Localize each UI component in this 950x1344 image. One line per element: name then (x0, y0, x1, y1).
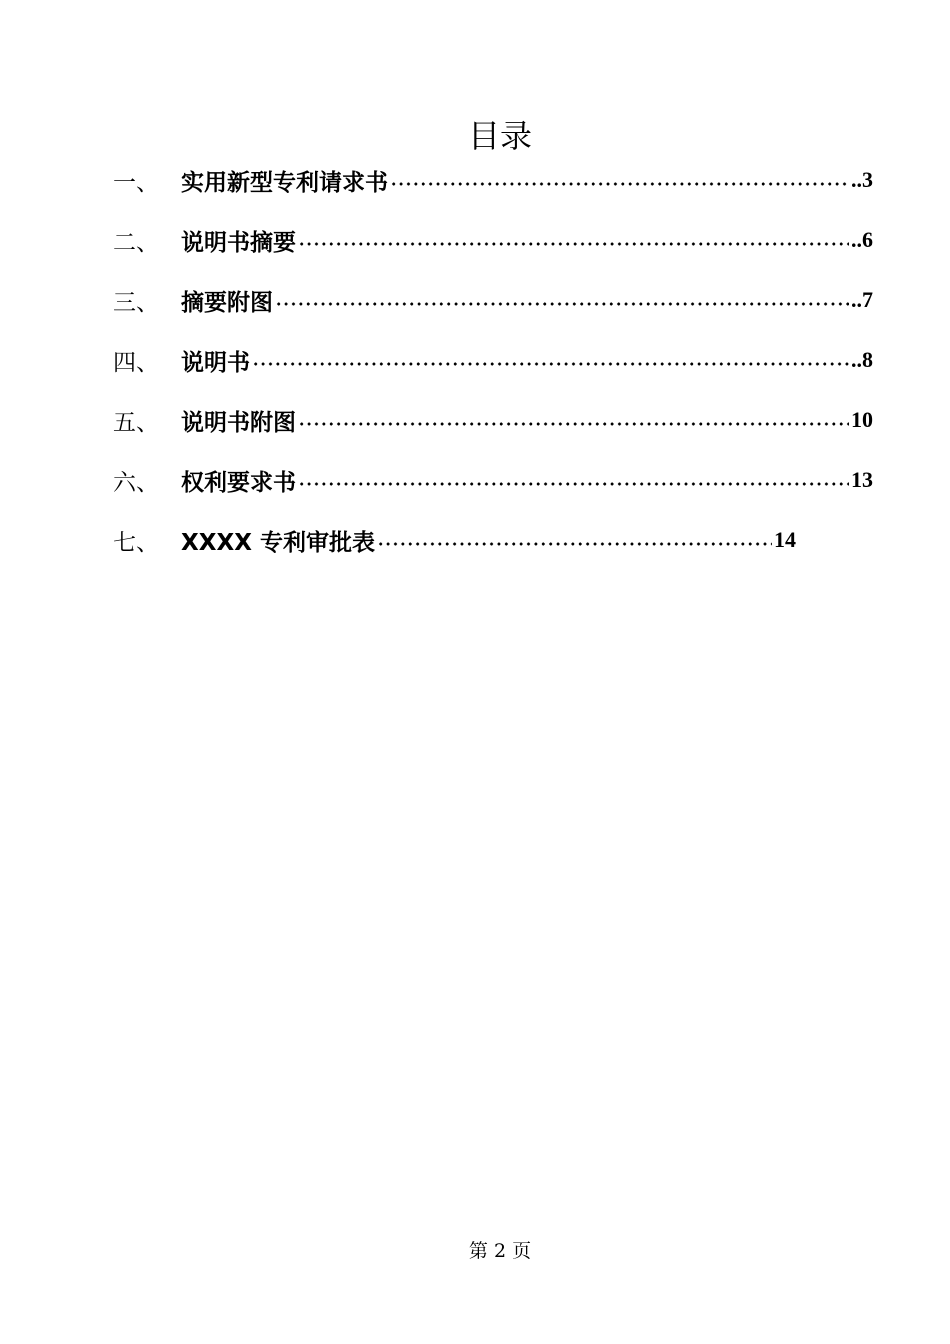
page-footer-number: 第 2 页 (468, 1240, 532, 1262)
toc-entry-page: 14 (774, 527, 796, 552)
toc-entry-3[interactable] (113, 270, 873, 330)
toc-entry-1[interactable] (113, 150, 873, 210)
toc-entry-number: 七、 (113, 529, 159, 556)
toc-entry-5[interactable] (113, 390, 873, 450)
toc-entry-page: ..7 (851, 287, 873, 312)
toc-entry-number: 三、 (113, 289, 159, 316)
toc-entry-number: 一、 (113, 169, 159, 196)
toc-entry-label: 说明书附图 (181, 409, 296, 436)
toc-entry-number: 六、 (113, 469, 159, 496)
toc-entry-page: ..3 (851, 167, 873, 192)
toc-dot-leader (275, 302, 849, 306)
table-of-contents (113, 150, 873, 570)
toc-entry-label: 说明书摘要 (181, 229, 296, 256)
toc-dot-leader (298, 482, 849, 486)
toc-entry-6[interactable] (113, 450, 873, 510)
toc-dot-leader (298, 422, 849, 426)
toc-entry-label: 说明书 (181, 349, 250, 376)
toc-entry-label: XXXX 专利审批表 (181, 529, 375, 556)
toc-entry-label: 实用新型专利请求书 (181, 169, 388, 196)
toc-dot-leader (252, 362, 849, 366)
page-title: 目录 (467, 117, 532, 155)
toc-entry-label: 摘要附图 (181, 289, 273, 316)
toc-entry-label: 权利要求书 (181, 469, 296, 496)
toc-entry-page: ..8 (851, 347, 873, 372)
toc-entry-2[interactable] (113, 210, 873, 270)
toc-dot-leader (390, 182, 849, 186)
toc-entry-page: 13 (851, 467, 873, 492)
toc-dot-leader (377, 542, 772, 546)
toc-entry-4[interactable] (113, 330, 873, 390)
toc-entry-number: 四、 (113, 349, 159, 376)
toc-entry-7[interactable] (113, 510, 796, 570)
toc-entry-page: 10 (851, 407, 873, 432)
toc-dot-leader (298, 242, 849, 246)
toc-entry-page: ..6 (851, 227, 873, 252)
toc-entry-number: 二、 (113, 229, 159, 256)
toc-entry-number: 五、 (113, 409, 159, 436)
